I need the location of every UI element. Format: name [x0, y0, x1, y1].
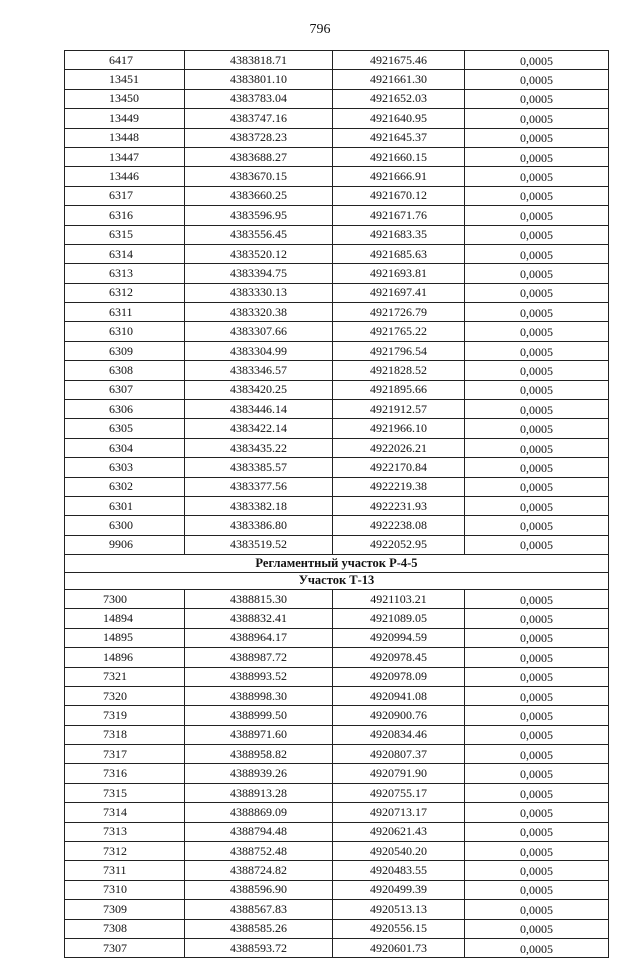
x-coordinate-cell: 4383385.57 — [185, 458, 333, 477]
y-coordinate-cell: 4922219.38 — [333, 477, 465, 496]
y-coordinate-cell: 4920978.45 — [333, 648, 465, 667]
x-coordinate-cell: 4383394.75 — [185, 264, 333, 283]
y-coordinate-cell: 4920540.20 — [333, 842, 465, 861]
y-coordinate-cell: 4920807.37 — [333, 745, 465, 764]
y-coordinate-cell: 4921103.21 — [333, 589, 465, 608]
point-number-cell: 6417 — [65, 51, 185, 70]
table-row — [65, 842, 609, 861]
x-coordinate-cell: 4383320.38 — [185, 303, 333, 322]
x-coordinate-cell: 4383519.52 — [185, 535, 333, 554]
x-coordinate-cell: 4383435.22 — [185, 438, 333, 457]
y-coordinate-cell: 4921683.35 — [333, 225, 465, 244]
table-row — [65, 706, 609, 725]
accuracy-cell: 0,0005 — [465, 361, 609, 380]
point-number-cell: 7313 — [65, 822, 185, 841]
accuracy-cell: 0,0005 — [465, 167, 609, 186]
table-row — [65, 764, 609, 783]
accuracy-cell: 0,0005 — [465, 341, 609, 360]
point-number-cell: 6314 — [65, 244, 185, 263]
point-number-cell: 13446 — [65, 167, 185, 186]
point-number-cell: 7316 — [65, 764, 185, 783]
y-coordinate-cell: 4921726.79 — [333, 303, 465, 322]
table-section-headers — [65, 555, 609, 590]
accuracy-cell: 0,0005 — [465, 380, 609, 399]
point-number-cell: 6310 — [65, 322, 185, 341]
accuracy-cell: 0,0005 — [465, 803, 609, 822]
accuracy-cell: 0,0005 — [465, 609, 609, 628]
accuracy-cell: 0,0005 — [465, 322, 609, 341]
y-coordinate-cell: 4920791.90 — [333, 764, 465, 783]
x-coordinate-cell: 4383420.25 — [185, 380, 333, 399]
y-coordinate-cell: 4921671.76 — [333, 206, 465, 225]
point-number-cell: 7311 — [65, 861, 185, 880]
accuracy-cell: 0,0005 — [465, 783, 609, 802]
table-row — [65, 496, 609, 515]
accuracy-cell: 0,0005 — [465, 186, 609, 205]
accuracy-cell: 0,0005 — [465, 589, 609, 608]
table-row — [65, 167, 609, 186]
x-coordinate-cell: 4388752.48 — [185, 842, 333, 861]
table-row — [65, 128, 609, 147]
y-coordinate-cell: 4920621.43 — [333, 822, 465, 841]
point-number-cell: 6308 — [65, 361, 185, 380]
x-coordinate-cell: 4383688.27 — [185, 147, 333, 166]
table-row — [65, 725, 609, 744]
table-row — [65, 303, 609, 322]
table-row — [65, 51, 609, 70]
x-coordinate-cell: 4388593.72 — [185, 938, 333, 957]
x-coordinate-cell: 4383783.04 — [185, 89, 333, 108]
table-row — [65, 341, 609, 360]
x-coordinate-cell: 4383330.13 — [185, 283, 333, 302]
table-row — [65, 686, 609, 705]
x-coordinate-cell: 4383660.25 — [185, 186, 333, 205]
point-number-cell: 7318 — [65, 725, 185, 744]
y-coordinate-cell: 4920483.55 — [333, 861, 465, 880]
accuracy-cell: 0,0005 — [465, 477, 609, 496]
point-number-cell: 14894 — [65, 609, 185, 628]
y-coordinate-cell: 4920499.39 — [333, 880, 465, 899]
table-row — [65, 477, 609, 496]
point-number-cell: 6317 — [65, 186, 185, 205]
y-coordinate-cell: 4920994.59 — [333, 628, 465, 647]
accuracy-cell: 0,0005 — [465, 628, 609, 647]
table-row — [65, 419, 609, 438]
y-coordinate-cell: 4920978.09 — [333, 667, 465, 686]
accuracy-cell: 0,0005 — [465, 303, 609, 322]
accuracy-cell: 0,0005 — [465, 496, 609, 515]
x-coordinate-cell: 4388987.72 — [185, 648, 333, 667]
point-number-cell: 6316 — [65, 206, 185, 225]
accuracy-cell: 0,0005 — [465, 419, 609, 438]
y-coordinate-cell: 4921697.41 — [333, 283, 465, 302]
point-number-cell: 7314 — [65, 803, 185, 822]
y-coordinate-cell: 4922231.93 — [333, 496, 465, 515]
accuracy-cell: 0,0005 — [465, 438, 609, 457]
table-row — [65, 919, 609, 938]
accuracy-cell: 0,0005 — [465, 900, 609, 919]
point-number-cell: 7307 — [65, 938, 185, 957]
point-number-cell: 7312 — [65, 842, 185, 861]
coordinates-table-wrap — [64, 50, 608, 958]
accuracy-cell: 0,0005 — [465, 648, 609, 667]
point-number-cell: 7320 — [65, 686, 185, 705]
y-coordinate-cell: 4922238.08 — [333, 516, 465, 535]
section-title-row — [65, 555, 609, 572]
section-title: Регламентный участок Р-4-5 — [65, 555, 609, 572]
x-coordinate-cell: 4383556.45 — [185, 225, 333, 244]
table-row — [65, 400, 609, 419]
point-number-cell: 6307 — [65, 380, 185, 399]
table-row — [65, 609, 609, 628]
accuracy-cell: 0,0005 — [465, 70, 609, 89]
point-number-cell: 6304 — [65, 438, 185, 457]
y-coordinate-cell: 4921666.91 — [333, 167, 465, 186]
accuracy-cell: 0,0005 — [465, 842, 609, 861]
accuracy-cell: 0,0005 — [465, 109, 609, 128]
table-row — [65, 648, 609, 667]
y-coordinate-cell: 4920755.17 — [333, 783, 465, 802]
y-coordinate-cell: 4921912.57 — [333, 400, 465, 419]
x-coordinate-cell: 4388913.28 — [185, 783, 333, 802]
x-coordinate-cell: 4388999.50 — [185, 706, 333, 725]
x-coordinate-cell: 4388794.48 — [185, 822, 333, 841]
y-coordinate-cell: 4921828.52 — [333, 361, 465, 380]
accuracy-cell: 0,0005 — [465, 686, 609, 705]
accuracy-cell: 0,0005 — [465, 400, 609, 419]
accuracy-cell: 0,0005 — [465, 89, 609, 108]
x-coordinate-cell: 4388993.52 — [185, 667, 333, 686]
table-row — [65, 380, 609, 399]
table-row — [65, 667, 609, 686]
point-number-cell: 6309 — [65, 341, 185, 360]
table-row — [65, 783, 609, 802]
table-row — [65, 628, 609, 647]
point-number-cell: 7319 — [65, 706, 185, 725]
y-coordinate-cell: 4920601.73 — [333, 938, 465, 957]
point-number-cell: 6313 — [65, 264, 185, 283]
table-row — [65, 186, 609, 205]
table-row — [65, 861, 609, 880]
point-number-cell: 6311 — [65, 303, 185, 322]
table-row — [65, 822, 609, 841]
table-row — [65, 109, 609, 128]
accuracy-cell: 0,0005 — [465, 706, 609, 725]
coordinates-table — [64, 50, 609, 958]
y-coordinate-cell: 4921693.81 — [333, 264, 465, 283]
point-number-cell: 6315 — [65, 225, 185, 244]
y-coordinate-cell: 4921895.66 — [333, 380, 465, 399]
x-coordinate-cell: 4383596.95 — [185, 206, 333, 225]
table-row — [65, 458, 609, 477]
point-number-cell: 7310 — [65, 880, 185, 899]
x-coordinate-cell: 4388724.82 — [185, 861, 333, 880]
accuracy-cell: 0,0005 — [465, 128, 609, 147]
table-row — [65, 803, 609, 822]
x-coordinate-cell: 4383801.10 — [185, 70, 333, 89]
y-coordinate-cell: 4920713.17 — [333, 803, 465, 822]
accuracy-cell: 0,0005 — [465, 764, 609, 783]
x-coordinate-cell: 4383377.56 — [185, 477, 333, 496]
x-coordinate-cell: 4383520.12 — [185, 244, 333, 263]
subsection-title-row — [65, 572, 609, 589]
point-number-cell: 9906 — [65, 535, 185, 554]
point-number-cell: 6312 — [65, 283, 185, 302]
table-row — [65, 283, 609, 302]
point-number-cell: 7315 — [65, 783, 185, 802]
x-coordinate-cell: 4388958.82 — [185, 745, 333, 764]
table-row — [65, 438, 609, 457]
table-row — [65, 206, 609, 225]
y-coordinate-cell: 4921796.54 — [333, 341, 465, 360]
point-number-cell: 6306 — [65, 400, 185, 419]
point-number-cell: 6302 — [65, 477, 185, 496]
point-number-cell: 14895 — [65, 628, 185, 647]
point-number-cell: 6301 — [65, 496, 185, 515]
x-coordinate-cell: 4383422.14 — [185, 419, 333, 438]
y-coordinate-cell: 4921765.22 — [333, 322, 465, 341]
x-coordinate-cell: 4383670.15 — [185, 167, 333, 186]
x-coordinate-cell: 4383382.18 — [185, 496, 333, 515]
x-coordinate-cell: 4388596.90 — [185, 880, 333, 899]
table-row — [65, 361, 609, 380]
accuracy-cell: 0,0005 — [465, 283, 609, 302]
y-coordinate-cell: 4921660.15 — [333, 147, 465, 166]
point-number-cell: 13448 — [65, 128, 185, 147]
x-coordinate-cell: 4388567.83 — [185, 900, 333, 919]
accuracy-cell: 0,0005 — [465, 225, 609, 244]
x-coordinate-cell: 4388998.30 — [185, 686, 333, 705]
point-number-cell: 7300 — [65, 589, 185, 608]
y-coordinate-cell: 4920900.76 — [333, 706, 465, 725]
table-row — [65, 880, 609, 899]
accuracy-cell: 0,0005 — [465, 264, 609, 283]
x-coordinate-cell: 4388939.26 — [185, 764, 333, 783]
accuracy-cell: 0,0005 — [465, 458, 609, 477]
accuracy-cell: 0,0005 — [465, 725, 609, 744]
point-number-cell: 6300 — [65, 516, 185, 535]
point-number-cell: 13447 — [65, 147, 185, 166]
accuracy-cell: 0,0005 — [465, 822, 609, 841]
point-number-cell: 7321 — [65, 667, 185, 686]
y-coordinate-cell: 4921645.37 — [333, 128, 465, 147]
accuracy-cell: 0,0005 — [465, 535, 609, 554]
x-coordinate-cell: 4383386.80 — [185, 516, 333, 535]
y-coordinate-cell: 4920834.46 — [333, 725, 465, 744]
x-coordinate-cell: 4388869.09 — [185, 803, 333, 822]
accuracy-cell: 0,0005 — [465, 244, 609, 263]
x-coordinate-cell: 4383346.57 — [185, 361, 333, 380]
x-coordinate-cell: 4388585.26 — [185, 919, 333, 938]
y-coordinate-cell: 4922170.84 — [333, 458, 465, 477]
y-coordinate-cell: 4920513.13 — [333, 900, 465, 919]
table-row — [65, 89, 609, 108]
point-number-cell: 13449 — [65, 109, 185, 128]
accuracy-cell: 0,0005 — [465, 667, 609, 686]
point-number-cell: 6305 — [65, 419, 185, 438]
page-number: 796 — [309, 22, 331, 37]
accuracy-cell: 0,0005 — [465, 51, 609, 70]
y-coordinate-cell: 4922026.21 — [333, 438, 465, 457]
x-coordinate-cell: 4383446.14 — [185, 400, 333, 419]
x-coordinate-cell: 4388832.41 — [185, 609, 333, 628]
x-coordinate-cell: 4383747.16 — [185, 109, 333, 128]
accuracy-cell: 0,0005 — [465, 147, 609, 166]
accuracy-cell: 0,0005 — [465, 919, 609, 938]
point-number-cell: 13451 — [65, 70, 185, 89]
table-row — [65, 264, 609, 283]
table-row — [65, 900, 609, 919]
table-row — [65, 322, 609, 341]
x-coordinate-cell: 4383818.71 — [185, 51, 333, 70]
x-coordinate-cell: 4383728.23 — [185, 128, 333, 147]
y-coordinate-cell: 4921640.95 — [333, 109, 465, 128]
accuracy-cell: 0,0005 — [465, 938, 609, 957]
point-number-cell: 13450 — [65, 89, 185, 108]
accuracy-cell: 0,0005 — [465, 516, 609, 535]
table-body-bottom — [65, 589, 609, 957]
x-coordinate-cell: 4383304.99 — [185, 341, 333, 360]
table-body-top — [65, 51, 609, 555]
table-row — [65, 225, 609, 244]
y-coordinate-cell: 4921661.30 — [333, 70, 465, 89]
table-row — [65, 745, 609, 764]
subsection-title: Участок Т-13 — [65, 572, 609, 589]
x-coordinate-cell: 4383307.66 — [185, 322, 333, 341]
x-coordinate-cell: 4388815.30 — [185, 589, 333, 608]
y-coordinate-cell: 4921670.12 — [333, 186, 465, 205]
table-row — [65, 147, 609, 166]
y-coordinate-cell: 4922052.95 — [333, 535, 465, 554]
point-number-cell: 7309 — [65, 900, 185, 919]
x-coordinate-cell: 4388971.60 — [185, 725, 333, 744]
y-coordinate-cell: 4921089.05 — [333, 609, 465, 628]
table-row — [65, 244, 609, 263]
table-row — [65, 938, 609, 957]
y-coordinate-cell: 4920556.15 — [333, 919, 465, 938]
x-coordinate-cell: 4388964.17 — [185, 628, 333, 647]
y-coordinate-cell: 4920941.08 — [333, 686, 465, 705]
point-number-cell: 7308 — [65, 919, 185, 938]
table-row — [65, 589, 609, 608]
accuracy-cell: 0,0005 — [465, 861, 609, 880]
y-coordinate-cell: 4921652.03 — [333, 89, 465, 108]
accuracy-cell: 0,0005 — [465, 206, 609, 225]
y-coordinate-cell: 4921966.10 — [333, 419, 465, 438]
point-number-cell: 7317 — [65, 745, 185, 764]
point-number-cell: 6303 — [65, 458, 185, 477]
y-coordinate-cell: 4921675.46 — [333, 51, 465, 70]
table-row — [65, 70, 609, 89]
point-number-cell: 14896 — [65, 648, 185, 667]
accuracy-cell: 0,0005 — [465, 745, 609, 764]
table-row — [65, 535, 609, 554]
accuracy-cell: 0,0005 — [465, 880, 609, 899]
y-coordinate-cell: 4921685.63 — [333, 244, 465, 263]
table-row — [65, 516, 609, 535]
